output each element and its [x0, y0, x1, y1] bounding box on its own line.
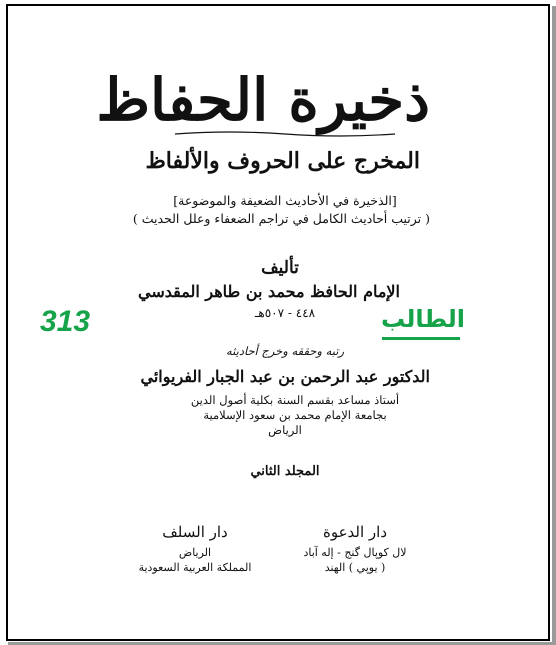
author-name: الإمام الحافظ محمد بن طاهر المقدسي: [138, 282, 400, 301]
book-title: ذخيرة الحفاظ: [96, 66, 430, 134]
page-shadow-right: [552, 6, 556, 643]
volume-label: المجلد الثاني: [250, 464, 320, 479]
book-subtitle: المخرج على الحروف والألفاظ: [145, 148, 420, 174]
book-description-line1: [الذخيرة في الأحاديث الضعيفة والموضوعة]: [173, 193, 397, 208]
editor-affiliation-line1: أستاذ مساعد بقسم السنة بكلية أصول الدين: [190, 393, 400, 407]
stamp-number: 313: [40, 305, 91, 338]
stamp-word: الطالب: [380, 305, 466, 333]
editor-role: رتبه وحققه وخرج أحاديثه: [225, 344, 344, 358]
publisher-left-address-line2: المملكة العربية السعودية: [138, 561, 252, 574]
book-description-line2: ( ترتيب أحاديث الكامل في تراجم الضعفاء وعلل الحديث ): [132, 211, 430, 226]
author-years: ٤٤٨ - ٥٠٧هـ: [254, 306, 316, 320]
publisher-right-address-line2: ( يوپي ) الهند: [324, 561, 386, 574]
editor-affiliation-line2: بجامعة الإمام محمد بن سعود الإسلامية: [203, 408, 387, 422]
authorship-label: تأليف: [261, 258, 299, 278]
publisher-right-address-line1: لال كوپال گنج - إله آباد: [303, 546, 407, 559]
publisher-left-name: دار السلف: [162, 523, 228, 541]
publisher-right-name: دار الدعوة: [322, 523, 388, 541]
editor-affiliation-line3: الرياض: [268, 423, 302, 437]
stamp-underline: [382, 337, 460, 340]
editor-name: الدكتور عبد الرحمن بن عبد الجبار الفريوائي: [140, 367, 430, 386]
title-ornament: [170, 130, 400, 138]
publisher-left-address-line1: الرياض: [178, 546, 212, 559]
